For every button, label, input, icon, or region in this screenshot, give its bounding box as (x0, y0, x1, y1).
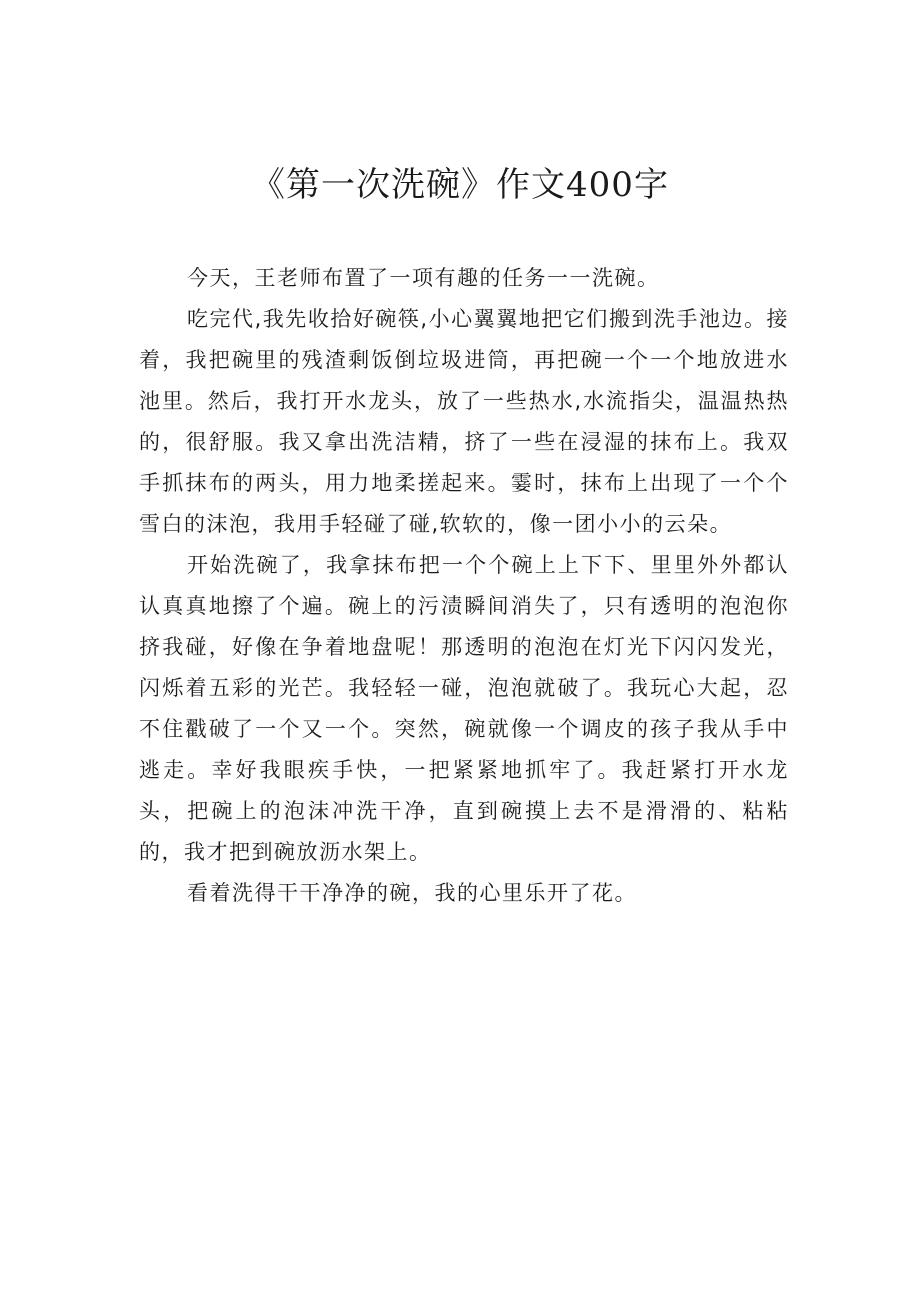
paragraph-3: 开始洗碗了，我拿抹布把一个个碗上上下下、里里外外都认认真真地擦了个遍。碗上的污渍瞬间消失了，只有透明的泡泡你挤我碰，好像在争着地盘呢！那透明的泡泡在灯光下闪闪发光，闪烁着五彩的光芒。我轻轻一碰，泡泡就破了。我玩心大起，忍不住戳破了一个又一个。突然，碗就像一个调皮的孩子我从手中逃走。幸好我眼疾手快，一把紧紧地抓牢了。我赶紧打开水龙头，把碗上的泡沫冲洗干净，直到碗摸上去不是滑滑的、粘粘的，我才把到碗放沥水架上。 (139, 553, 789, 864)
paragraph-4: 看着洗得干干净净的碗，我的心里乐开了花。 (187, 881, 637, 905)
paragraph-2: 吃完代,我先收拾好碗筷,小心翼翼地把它们搬到洗手池边。接着，我把碗里的残渣剩饭倒垃圾进筒，再把碗一个一个地放进水池里。然后，我打开水龙头，放了一些热水,水流指尖，温温热热的，很舒服。我又拿出洗洁精，挤了一些在浸湿的抹布上。我双手抓抹布的两头，用力地柔搓起来。霎时，抹布上出现了一个个雪白的沫泡，我用手轻碰了碰,软软的，像一团小小的云朵。 (139, 307, 789, 536)
paragraph-1: 今天，王老师布置了一项有趣的任务一一洗碗。 (187, 266, 660, 290)
document-title: 《第一次洗碗》作文400字 (251, 165, 669, 205)
essay-body (139, 258, 789, 914)
